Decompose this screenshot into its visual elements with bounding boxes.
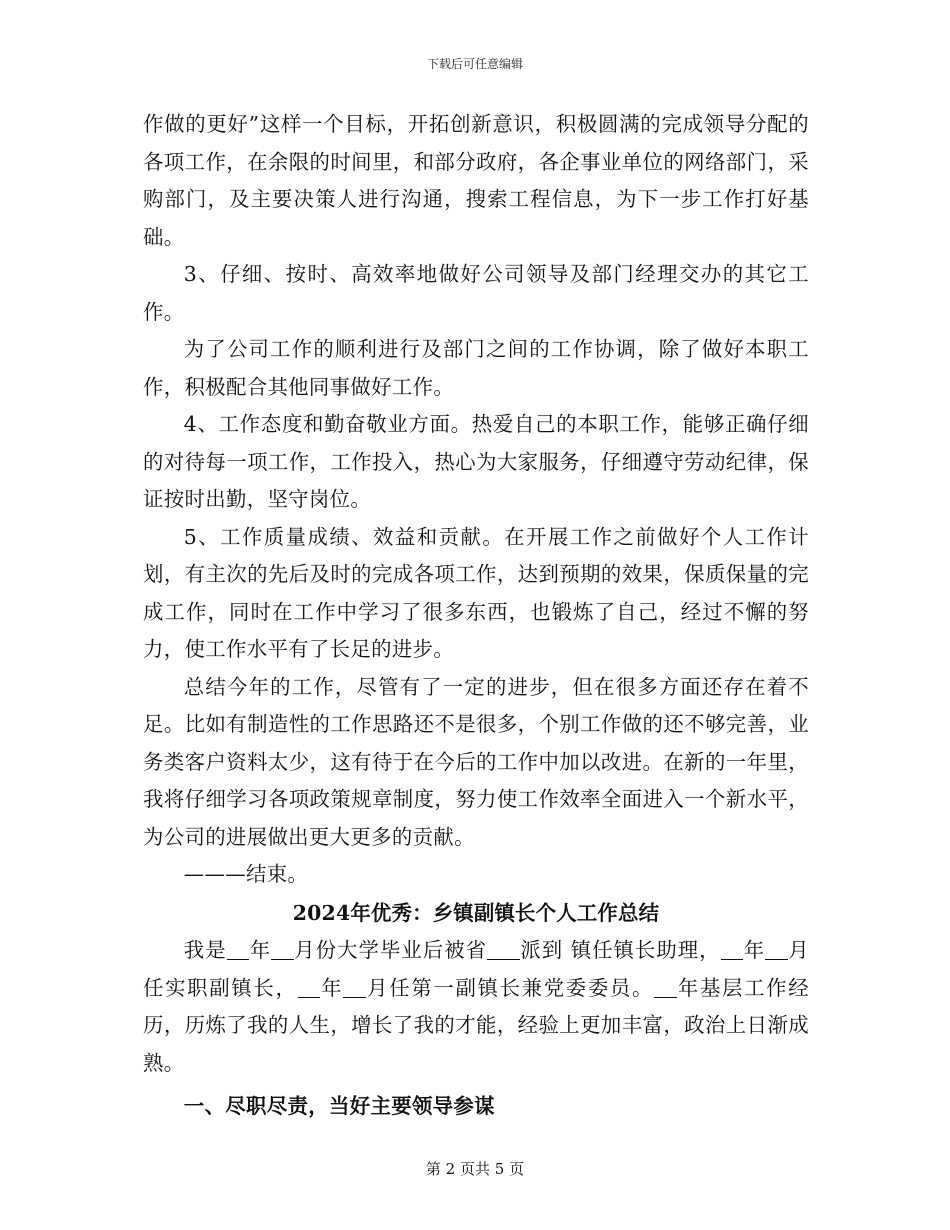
- intro-text-2: 年: [249, 938, 272, 962]
- page-header: 下载后可任意编辑: [426, 57, 523, 71]
- intro-text-3: 月份大学毕业后被省: [293, 938, 488, 962]
- intro-text-5: 年: [743, 938, 766, 962]
- intro-text-9: 年基层工作经历，历炼了我的人生，增长了我的才能，经验上更加丰富，政治上日渐成熟。: [143, 975, 809, 1075]
- paragraph-summary: 总结今年的工作，尽管有了一定的进步，但在很多方面还存在着不足。比如有制造性的工作思路还不是很多，个别工作做的还不够完善，业务类客户资料太少，这有待于在今后的工作中加以改进。在新的一年里，我将仔细学习各项政策规章制度，努力使工作效率全面进入一个新水平，为公司的进展做出更大更多的贡献。: [143, 674, 809, 849]
- page-footer: 第 2 页共 5 页: [425, 1160, 525, 1178]
- section-heading-1: 一、尽职尽责，当好主要领导参谋: [183, 1094, 495, 1118]
- blank-line: [721, 938, 743, 960]
- blank-line: [765, 938, 787, 960]
- blank-line: [298, 975, 320, 997]
- paragraph-item-5: 5、工作质量成绩、效益和贡献。在开展工作之前做好个人工作计划，有主次的先后及时的完成各项工作，达到预期的效果，保质保量的完成工作，同时在工作中学习了很多东西，也锻炼了自己，经过不懈的努力，使工作水平有了长足的进步。: [143, 524, 809, 661]
- document-body: [143, 106, 809, 1126]
- intro-text-8: 月任第一副镇长兼党委委员。: [365, 975, 655, 1000]
- intro-text-1: 我是: [183, 938, 227, 962]
- document-title: 2024年优秀：乡镇副镇长个人工作总结: [292, 900, 660, 925]
- intro-text-6: 月任实职副镇长，: [143, 938, 809, 1000]
- blank-line: [271, 938, 293, 960]
- paragraph-continuation: 作做的更好”这样一个目标，开拓创新意识，积极圆满的完成领导分配的各项工作，在余限的时间里，和部分政府，各企事业单位的网络部门，采购部门，及主要决策人进行沟通，搜索工程信息，为下一步工作打好基础。: [143, 112, 809, 249]
- paragraph-item-3: 3、仔细、按时、高效率地做好公司领导及部门经理交办的其它工作。: [143, 262, 809, 324]
- blank-line: [227, 938, 249, 960]
- end-marker: ———结束。: [183, 862, 309, 886]
- paragraph-intro: [143, 932, 809, 1082]
- intro-text-4: 派到 镇任镇长助理，: [519, 938, 721, 962]
- intro-text-7: 年: [319, 975, 344, 1000]
- blank-line: [343, 975, 365, 997]
- blank-line: [487, 938, 520, 960]
- blank-line: [654, 975, 676, 997]
- paragraph-cooperation: 为了公司工作的顺利进行及部门之间的工作协调，除了做好本职工作，积极配合其他同事做好工作。: [143, 337, 809, 399]
- paragraph-item-4: 4、工作态度和勤奋敬业方面。热爱自己的本职工作，能够正确仔细的对待每一项工作，工作投入，热心为大家服务，仔细遵守劳动纪律，保证按时出勤，坚守岗位。: [143, 412, 809, 511]
